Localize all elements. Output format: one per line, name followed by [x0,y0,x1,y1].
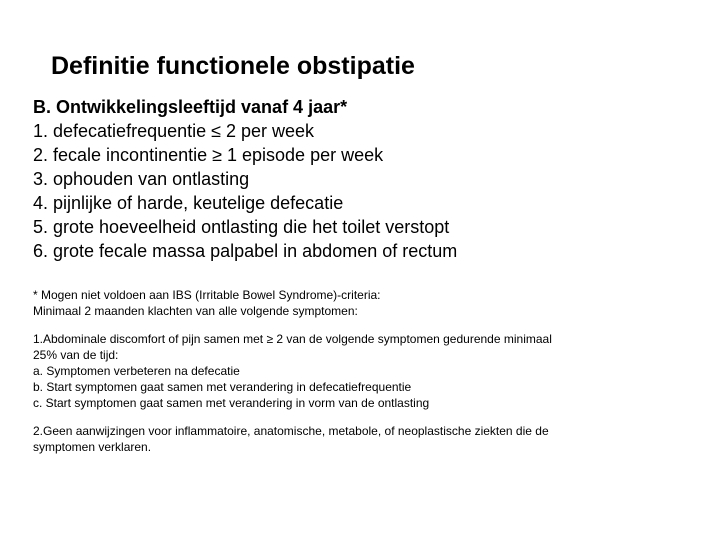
footnote-line: c. Start symptomen gaat samen met verandering in vorm van de ontlasting [33,396,430,410]
criteria-item: 6. grote fecale massa palpabel in abdomen of rectum [33,241,458,261]
criteria-item: 2. fecale incontinentie ≥ 1 episode per week [33,145,384,165]
footnote-intro [33,287,673,319]
criteria-item: 5. grote hoeveelheid ontlasting die het toilet verstopt [33,217,450,237]
footnote-line: a. Symptomen verbeteren na defecatie [33,364,240,378]
criteria-item: 3. ophouden van ontlasting [33,169,250,189]
footnote-line: 25% van de tijd: [33,348,119,362]
footnote-item-1 [33,331,673,411]
footnote-line: * Mogen niet voldoen aan IBS (Irritable Bowel Syndrome)-criteria: [33,288,381,302]
footnote [33,287,673,467]
footnote-item-2 [33,423,673,455]
footnote-line: symptomen verklaren. [33,440,152,454]
criteria-item: 1. defecatiefrequentie ≤ 2 per week [33,121,315,141]
footnote-line: Minimaal 2 maanden klachten van alle volgende symptomen: [33,304,358,318]
footnote-line: 2.Geen aanwijzingen voor inflammatoire, anatomische, metabole, of neoplastische ziekten die de [33,424,549,438]
criteria-heading: B. Ontwikkelingsleeftijd vanaf 4 jaar* [33,97,348,117]
footnote-line: 1.Abdominale discomfort of pijn samen met ≥ 2 van de volgende symptomen gedurende minimaal [33,332,552,346]
criteria-item: 4. pijnlijke of harde, keutelige defecatie [33,193,344,213]
page-title: Definitie functionele obstipatie [51,52,415,80]
criteria-list [33,95,457,263]
footnote-line: b. Start symptomen gaat samen met verandering in defecatiefrequentie [33,380,412,394]
